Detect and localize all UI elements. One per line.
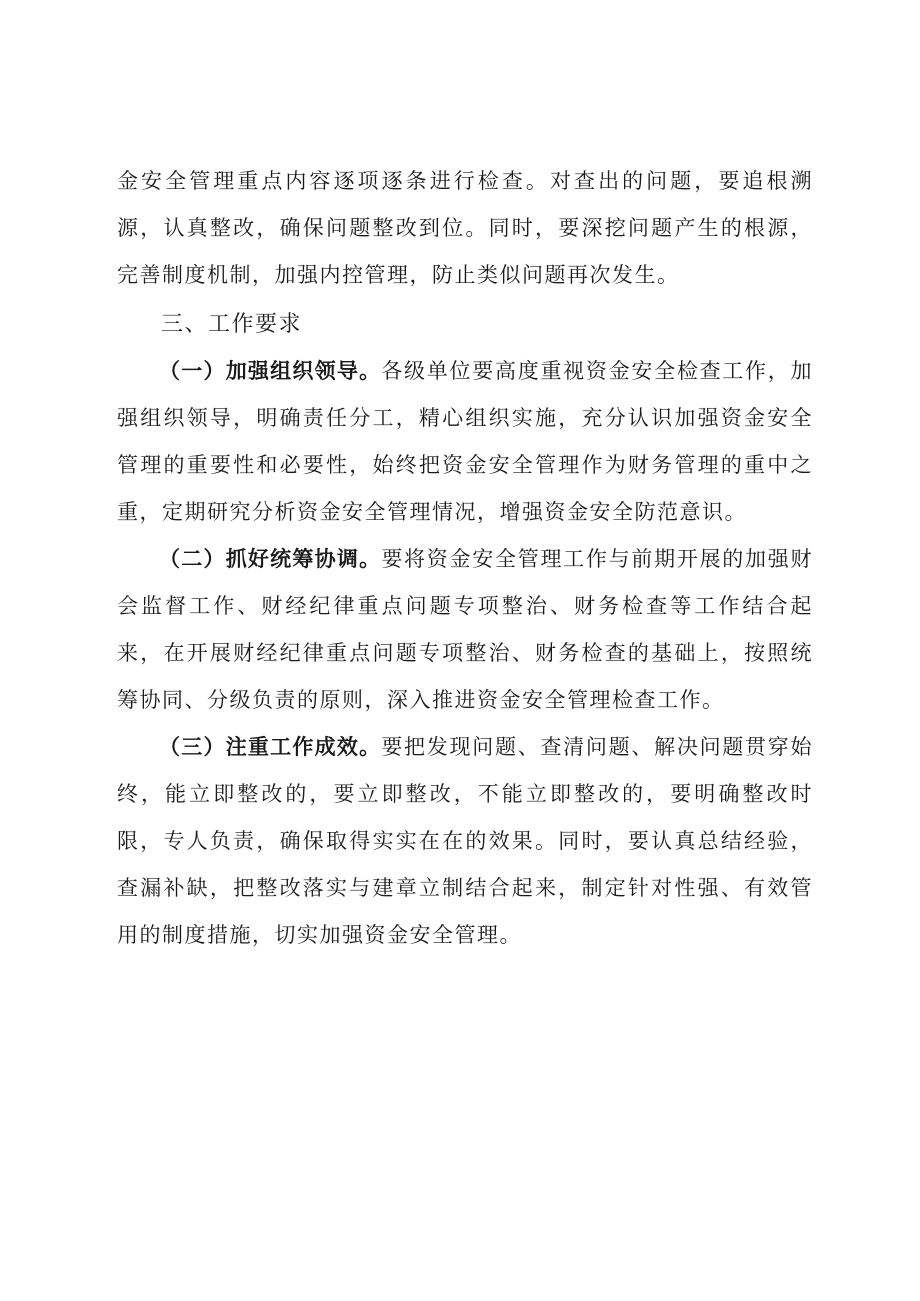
requirement-item-1-title: （一）加强组织领导。 <box>159 359 382 383</box>
section-heading: 三、工作要求 <box>161 312 303 337</box>
requirement-item-2-title: （二）抓好统筹协调。 <box>159 547 382 571</box>
requirement-item-1 <box>117 348 813 536</box>
document-body <box>117 158 813 959</box>
requirement-item-3 <box>117 724 813 959</box>
requirement-item-2 <box>117 536 813 724</box>
intro-paragraph <box>117 158 813 299</box>
requirement-item-3-title: （三）注重工作成效。 <box>159 735 382 759</box>
intro-paragraph-text: 金安全管理重点内容逐项逐条进行检查。对查出的问题，要追根溯源，认真整改，确保问题整改到位。同时，要深挖问题产生的根源，完善制度机制，加强内控管理，防止类似问题再次发生。 <box>117 169 813 287</box>
requirement-item-1-body: 各级单位要高度重视资金安全检查工作，加强组织领导，明确责任分工，精心组织实施，充分认识加强资金安全管理的重要性和必要性，始终把资金安全管理作为财务管理的重中之重，定期研究分析资金安全管理情况，增强资金安全防范意识。 <box>117 359 814 524</box>
requirement-item-2-body: 要将资金安全管理工作与前期开展的加强财会监督工作、财经纪律重点问题专项整治、财务检查等工作结合起来，在开展财经纪律重点问题专项整治、财务检查的基础上，按照统筹协同、分级负责的原则，深入推进资金安全管理检查工作。 <box>117 547 814 712</box>
requirement-item-3-body: 要把发现问题、查清问题、解决问题贯穿始终，能立即整改的，要立即整改，不能立即整改的，要明确整改时限，专人负责，确保取得实实在在的效果。同时，要认真总结经验，查漏补缺，把整改落实与建章立制结合起来，制定针对性强、有效管用的制度措施，切实加强资金安全管理。 <box>117 735 814 947</box>
